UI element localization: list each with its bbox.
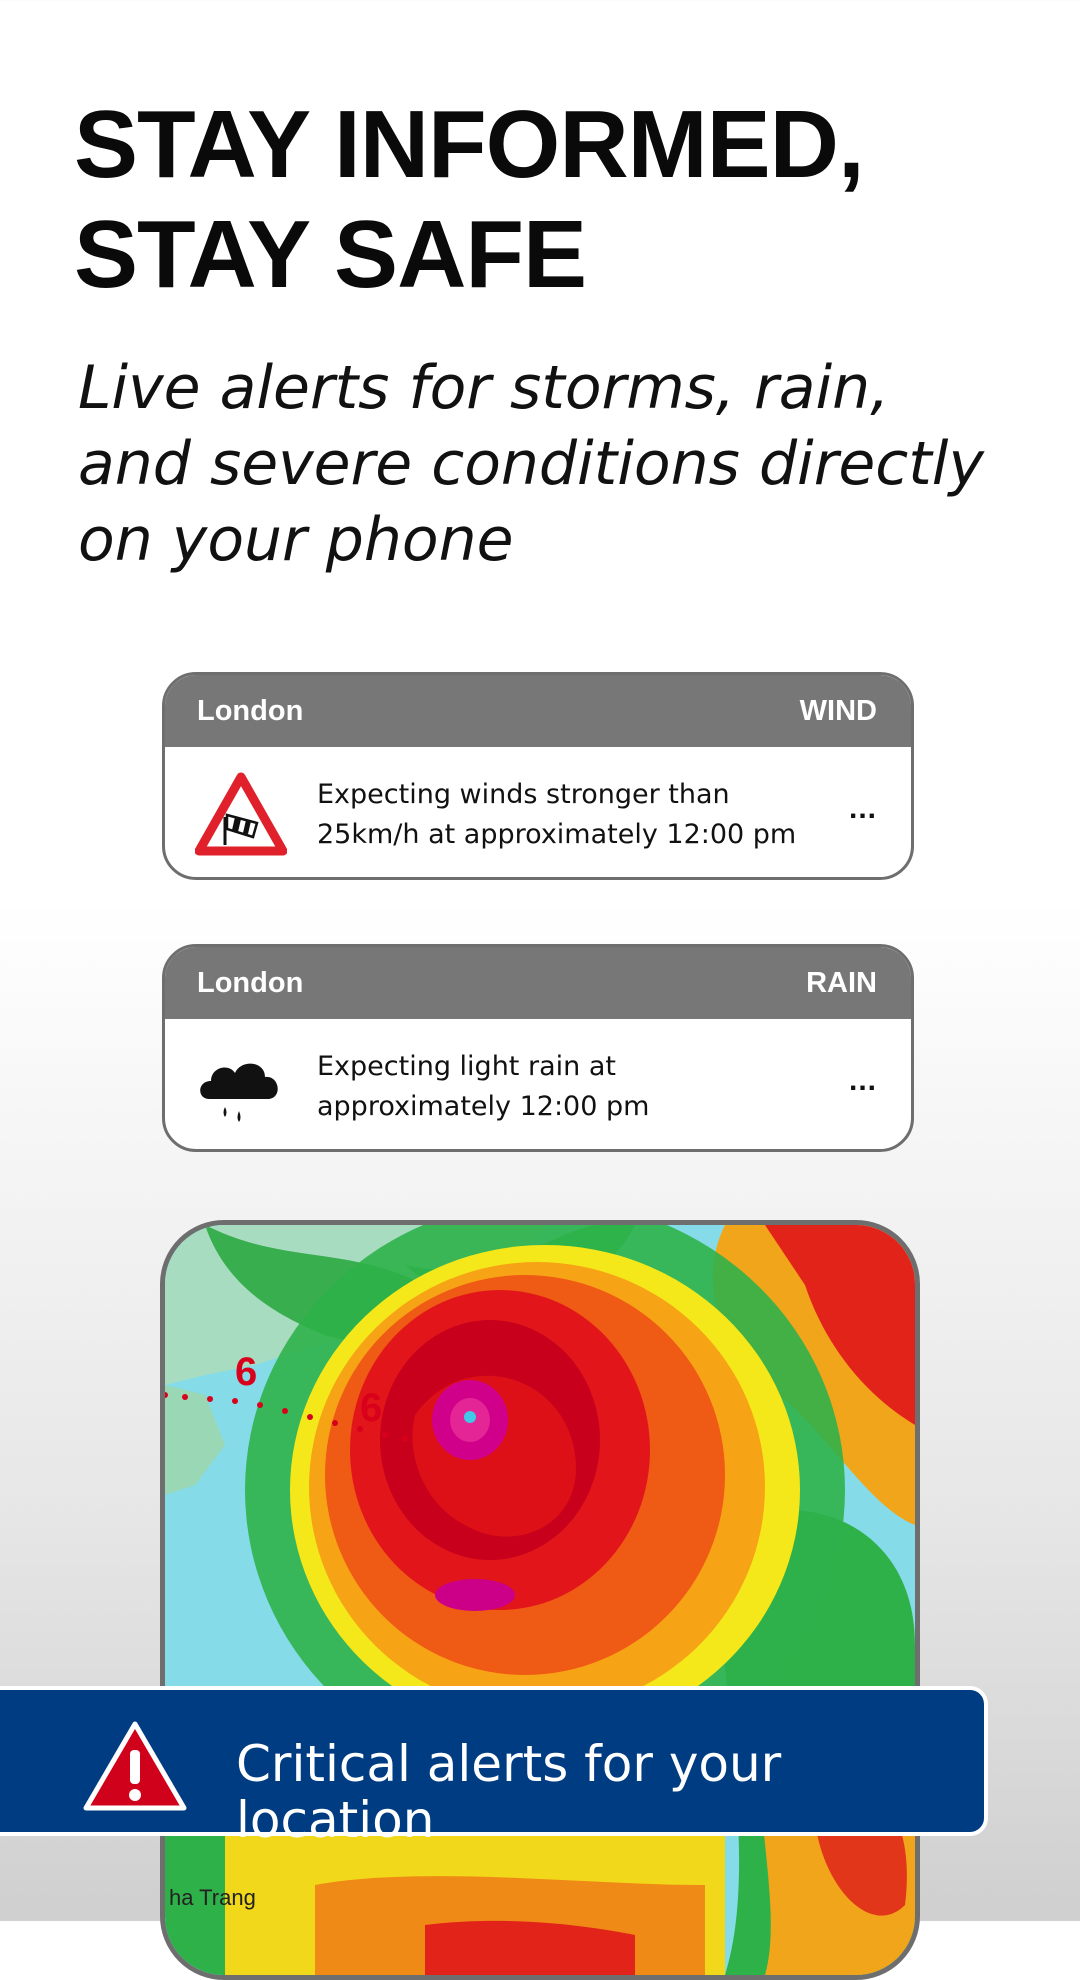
more-options-button[interactable]: ... xyxy=(848,1064,877,1097)
subtitle-line-1: Live alerts for storms, rain, xyxy=(78,353,890,423)
alert-location: London xyxy=(197,694,304,727)
headline xyxy=(74,90,864,310)
headline-line-1: STAY INFORMED, xyxy=(74,91,864,198)
alert-type: WIND xyxy=(799,694,877,727)
alert-card-body xyxy=(165,1019,911,1152)
radar-map[interactable] xyxy=(160,1220,920,1980)
alert-card-wind[interactable] xyxy=(162,672,914,880)
alert-type: RAIN xyxy=(806,966,877,999)
headline-line-2: STAY SAFE xyxy=(74,201,587,308)
alert-card-header xyxy=(165,675,911,747)
alert-message: Expecting light rain at approximately 12:00 pm xyxy=(317,1051,650,1122)
svg-text:6: 6 xyxy=(235,1350,258,1394)
alert-card-header xyxy=(165,947,911,1019)
subtitle xyxy=(78,350,1038,578)
alert-card-rain[interactable] xyxy=(162,944,914,1152)
radar-map-image xyxy=(165,1225,915,1975)
subtitle-line-3: on your phone xyxy=(78,505,514,575)
rain-cloud-icon xyxy=(195,1043,287,1129)
alert-message: Expecting winds stronger than 25km/h at approximately 12:00 pm xyxy=(317,779,797,850)
critical-alerts-banner[interactable] xyxy=(0,1686,988,1849)
more-options-button[interactable]: ... xyxy=(848,792,877,825)
alert-location: London xyxy=(197,966,304,999)
warning-triangle-icon xyxy=(80,1718,190,1816)
svg-text:6: 6 xyxy=(360,1386,383,1430)
windsock-warning-icon xyxy=(195,771,287,857)
map-place-label: ha Trang xyxy=(169,1885,256,1910)
banner-text: Critical alerts for your location xyxy=(236,1735,782,1849)
subtitle-line-2: and severe conditions directly xyxy=(78,429,984,499)
alert-card-body xyxy=(165,747,911,880)
